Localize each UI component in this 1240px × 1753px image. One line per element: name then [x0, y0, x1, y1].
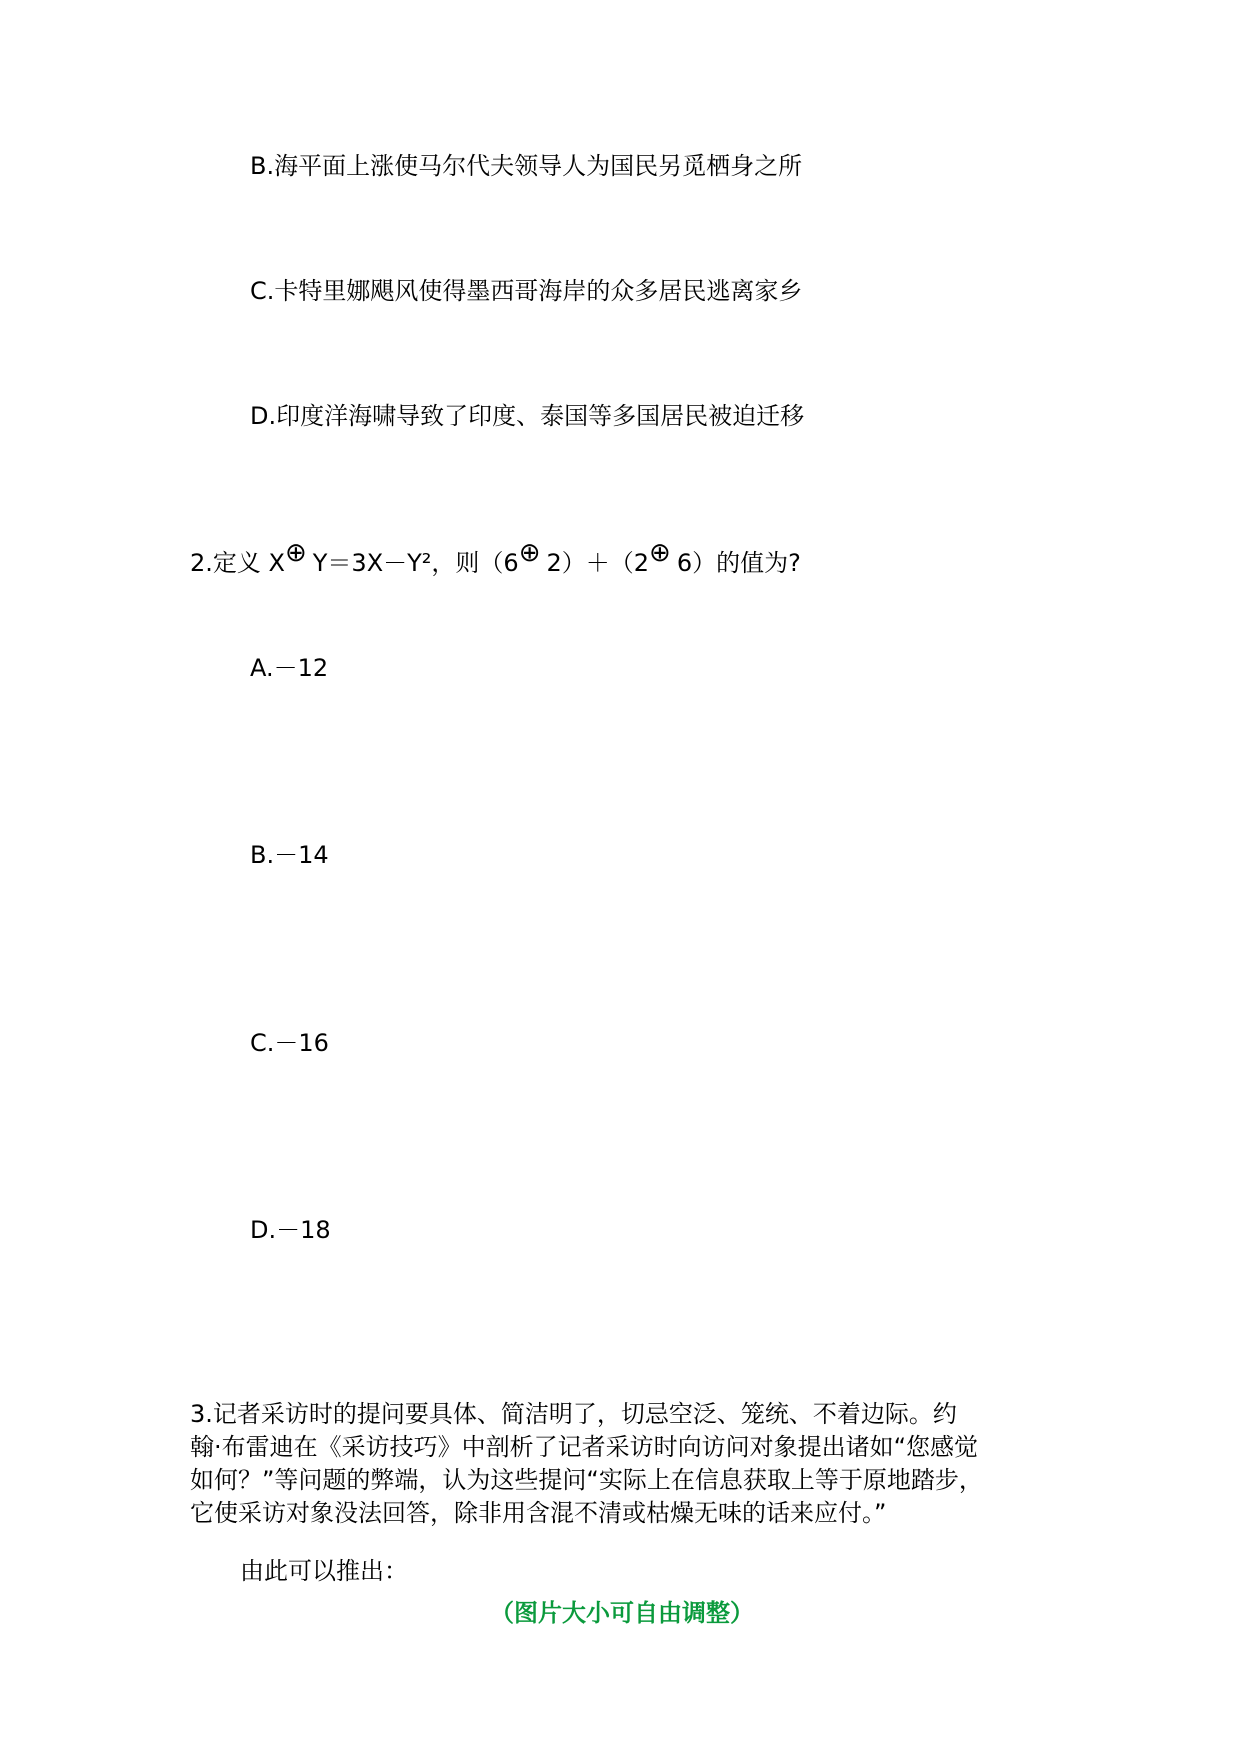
q3-stem	[190, 1398, 1070, 1530]
q1-option-d: D.印度洋海啸导致了印度、泰国等多国居民被迫迁移	[250, 402, 805, 430]
circle-plus-icon: ⊕	[649, 538, 671, 568]
q2-stem-part1: 2.定义 X	[190, 549, 285, 577]
q2-stem-part3: 2）＋（2	[546, 549, 650, 577]
q2-option-c: C.－16	[250, 1029, 329, 1057]
circle-plus-icon: ⊕	[284, 538, 307, 568]
q3-line: 如何？”等问题的弊端，认为这些提问“实际上在信息获取上等于原地踏步，	[190, 1466, 983, 1494]
q3-line: 3.记者采访时的提问要具体、简洁明了，切忌空泛、笼统、不着边际。约	[190, 1400, 957, 1428]
q2-option-b: B.－14	[250, 841, 329, 869]
q2-option-a: A.－12	[250, 654, 329, 682]
q1-option-b: B.海平面上涨使马尔代夫领导人为国民另觅栖身之所	[250, 152, 803, 180]
q2-stem-part2: Y＝3X－Y²，则（6	[312, 549, 519, 577]
q3-line: 它使采访对象没法回答，除非用含混不清或枯燥无味的话来应付。”	[190, 1499, 887, 1527]
q2-option-d: D.－18	[250, 1216, 331, 1244]
q2-stem-part4: 6）的值为?	[676, 549, 801, 577]
q3-prompt: 由此可以推出：	[240, 1557, 408, 1585]
image-resize-note: （图片大小可自由调整）	[490, 1599, 754, 1627]
q3-line: 翰·布雷迪在《采访技巧》中剖析了记者采访时向访问对象提出诸如“您感觉	[190, 1433, 979, 1461]
q2-stem	[190, 538, 801, 579]
q1-option-c: C.卡特里娜飓风使得墨西哥海岸的众多居民逃离家乡	[250, 277, 803, 305]
circle-plus-icon: ⊕	[518, 538, 541, 568]
